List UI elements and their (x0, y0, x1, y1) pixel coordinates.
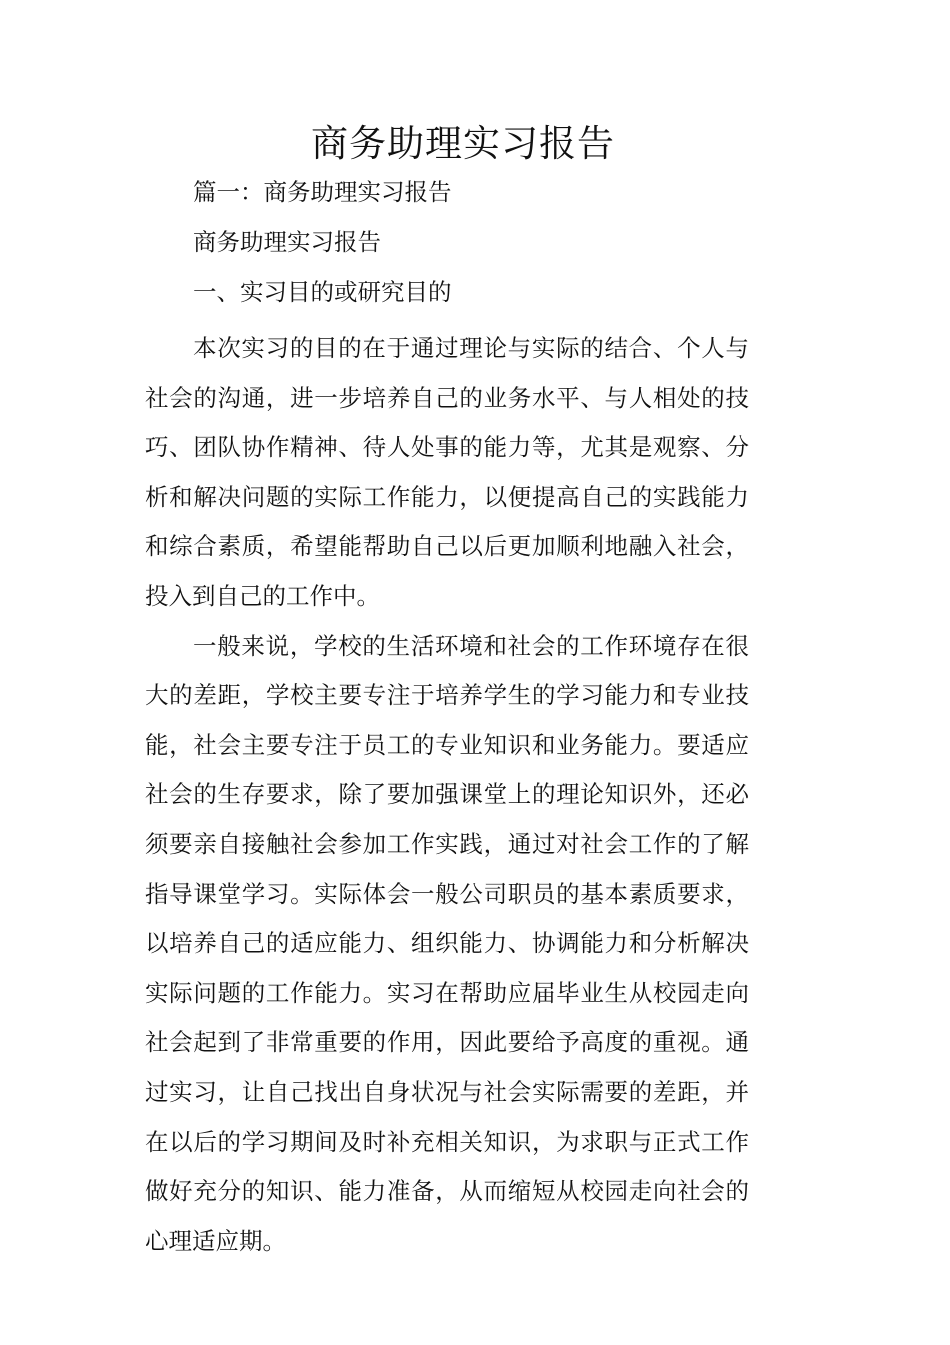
section-heading: 一、实习目的或研究目的 (193, 278, 452, 306)
document-subtitle: 篇一：商务助理实习报告 (193, 178, 452, 206)
report-heading: 商务助理实习报告 (193, 228, 381, 256)
document-title: 商务助理实习报告 (311, 122, 615, 165)
paragraph-purpose: 本次实习的目的在于通过理论与实际的结合、个人与社会的沟通，进一步培养自己的业务水平、与人相处的技巧、团队协作精神、待人处事的能力等，尤其是观察、分析和解决问题的实际工作能力，以便提高自己的实践能力和综合素质，希望能帮助自己以后更加顺利地融入社会，投入到自己的工作中。 (145, 334, 749, 610)
paragraph-gap: 一般来说，学校的生活环境和社会的工作环境存在很大的差距，学校主要专注于培养学生的学习能力和专业技能，社会主要专注于员工的专业知识和业务能力。要适应社会的生存要求，除了要加强课堂上的理论知识外，还必须要亲自接触社会参加工作实践，通过对社会工作的了解指导课堂学习。实际体会一般公司职员的基本素质要求，以培养自己的适应能力、组织能力、协调能力和分析解决实际问题的工作能力。实习在帮助应届毕业生从校园走向社会起到了非常重要的作用，因此要给予高度的重视。通过实习，让自己找出自身状况与社会实际需要的差距，并在以后的学习期间及时补充相关知识，为求职与正式工作做好充分的知识、能力准备，从而缩短从校园走向社会的心理适应期。 (145, 631, 749, 1255)
body-text (145, 324, 749, 1266)
